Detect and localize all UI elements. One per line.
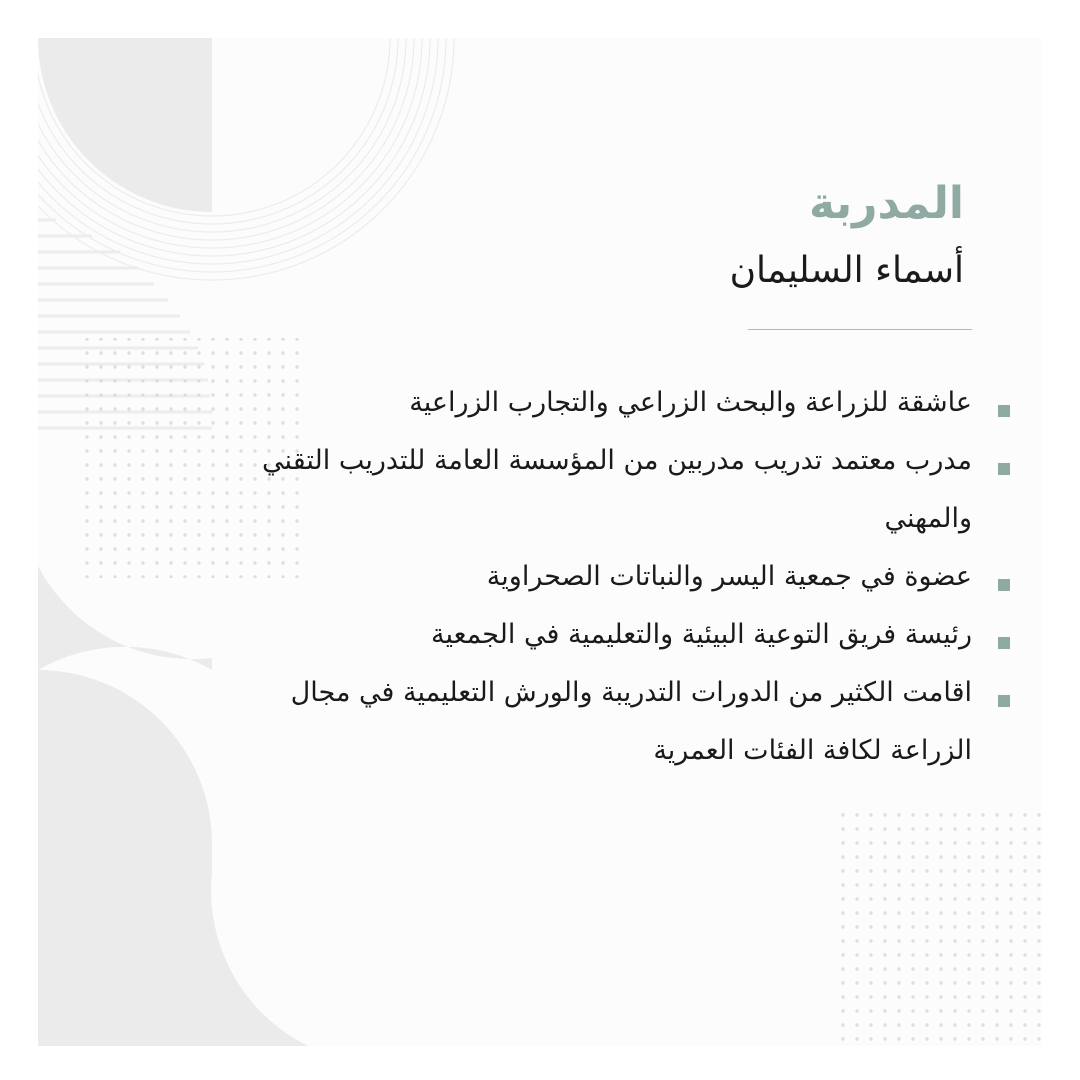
card-background [38,38,1042,1046]
list-item-text: اقامت الكثير من الدورات التدريبة والورش التعليمية في مجال الزراعة لكافة الفئات العمرية [290,677,972,766]
square-bullet-icon [998,695,1010,707]
list-item-text: مدرب معتمد تدريب مدربين من المؤسسة العامة للتدريب التقني والمهني [262,445,972,534]
trainer-name: أسماء السليمان [729,250,964,291]
square-bullet-icon [998,637,1010,649]
page-title: المدربة [808,178,964,229]
square-bullet-icon [998,579,1010,591]
list-item [212,548,1012,606]
list-item [212,432,1012,548]
divider [748,329,972,330]
list-item [212,374,1012,432]
list-item-text: عضوة في جمعية اليسر والنباتات الصحراوية [486,561,972,592]
list-item [212,606,1012,664]
list-item [212,664,1012,780]
square-bullet-icon [998,463,1010,475]
list-item-text: رئيسة فريق التوعية البيئية والتعليمية في الجمعية [430,619,972,650]
list-item-text: عاشقة للزراعة والبحث الزراعي والتجارب الزراعية [409,387,972,418]
bio-list [212,374,1012,780]
square-bullet-icon [998,405,1010,417]
